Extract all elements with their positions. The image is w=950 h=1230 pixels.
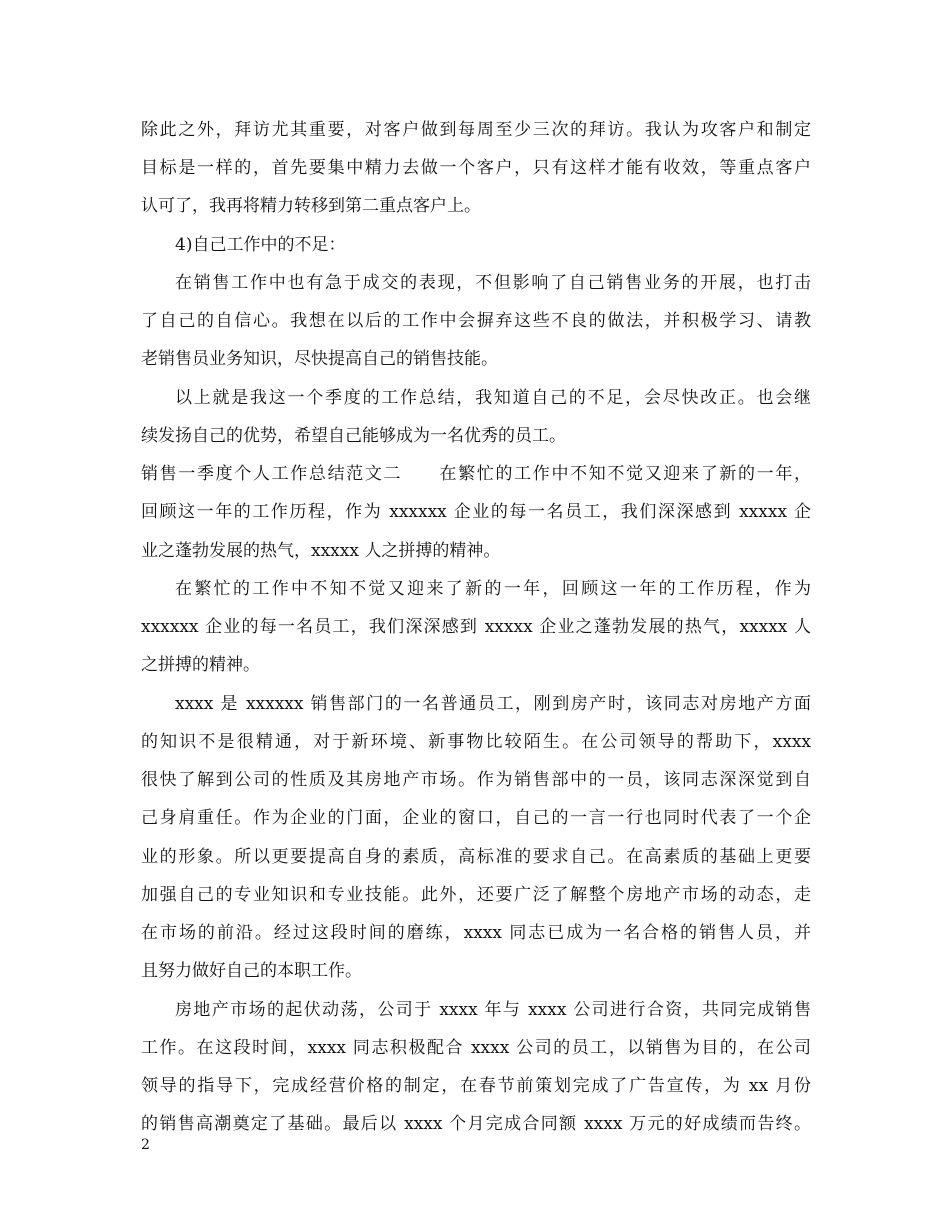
text-line: 了自己的自信心。我想在以后的工作中会摒弃这些不良的做法，并积极学习、请教 <box>141 311 811 331</box>
text-line: 的销售高潮奠定了基础。最后以 xxxx 个月完成合同额 xxxx 万元的好成绩而告终。 <box>141 1114 811 1134</box>
section-heading: 4)自己工作中的不足： <box>175 235 346 255</box>
text-line: 在销售工作中也有急于成交的表现，不但影响了自己销售业务的开展，也打击 <box>175 273 811 293</box>
text-line: 续发扬自己的优势，希望自己能够成为一名优秀的员工。 <box>141 426 566 446</box>
text-line: 业之蓬勃发展的热气，xxxxx 人之拼搏的精神。 <box>141 541 501 561</box>
text-line: 老销售员业务知识，尽快提高自己的销售技能。 <box>141 349 498 369</box>
text-line: 目标是一样的，首先要集中精力去做一个客户，只有这样才能有收效，等重点客户 <box>141 158 811 178</box>
text-line: 以上就是我这一个季度的工作总结，我知道自己的不足，会尽快改正。也会继 <box>175 388 811 408</box>
text-line: 很快了解到公司的性质及其房地产市场。作为销售部中的一员，该同志深深觉到自 <box>141 770 811 790</box>
text-line: 己身肩重任。作为企业的门面，企业的窗口，自己的一言一行也同时代表了一个企 <box>141 808 811 828</box>
text-line: 房地产市场的起伏动荡，公司于 xxxx 年与 xxxx 公司进行合资，共同完成销售 <box>175 1000 811 1020</box>
text-line: 在市场的前沿。经过这段时间的磨练，xxxx 同志已成为一名合格的销售人员，并 <box>141 923 811 943</box>
text-line: 业的形象。所以更要提高自身的素质，高标准的要求自己。在高素质的基础上更要 <box>141 847 811 867</box>
text-line: 回顾这一年的工作历程，作为 xxxxxx 企业的每一名员工，我们深深感到 xxxxx 企 <box>141 502 811 522</box>
text-line: xxxxxx 企业的每一名员工，我们深深感到 xxxxx 企业之蓬勃发展的热气，xxxxx 人 <box>141 617 811 637</box>
text-line: 除此之外，拜访尤其重要，对客户做到每周至少三次的拜访。我认为攻客户和制定 <box>141 120 811 140</box>
text-line: 且努力做好自己的本职工作。 <box>141 961 362 981</box>
text-line: xxxx 是 xxxxxx 销售部门的一名普通员工，刚到房产时，该同志对房地产方面 <box>175 694 811 714</box>
text-line: 在繁忙的工作中不知不觉又迎来了新的一年，回顾这一年的工作历程，作为 <box>175 579 811 599</box>
text-line: 之拼搏的精神。 <box>141 655 260 675</box>
text-line: 加强自己的专业知识和专业技能。此外，还要广泛了解整个房地产市场的动态，走 <box>141 885 811 905</box>
text-line: 认可了，我再将精力转移到第二重点客户上。 <box>141 196 481 216</box>
text-line: 工作。在这段时间，xxxx 同志积极配合 xxxx 公司的员工，以销售为目的，在公司 <box>141 1038 811 1058</box>
text-line: 的知识不是很精通，对于新环境、新事物比较陌生。在公司领导的帮助下，xxxx <box>141 732 811 752</box>
article-title-line: 销售一季度个人工作总结范文二 在繁忙的工作中不知不觉又迎来了新的一年， <box>141 464 811 484</box>
page-number: 2 <box>141 1137 150 1153</box>
text-line: 领导的指导下，完成经营价格的制定，在春节前策划完成了广告宣传，为 xx 月份 <box>141 1076 811 1096</box>
